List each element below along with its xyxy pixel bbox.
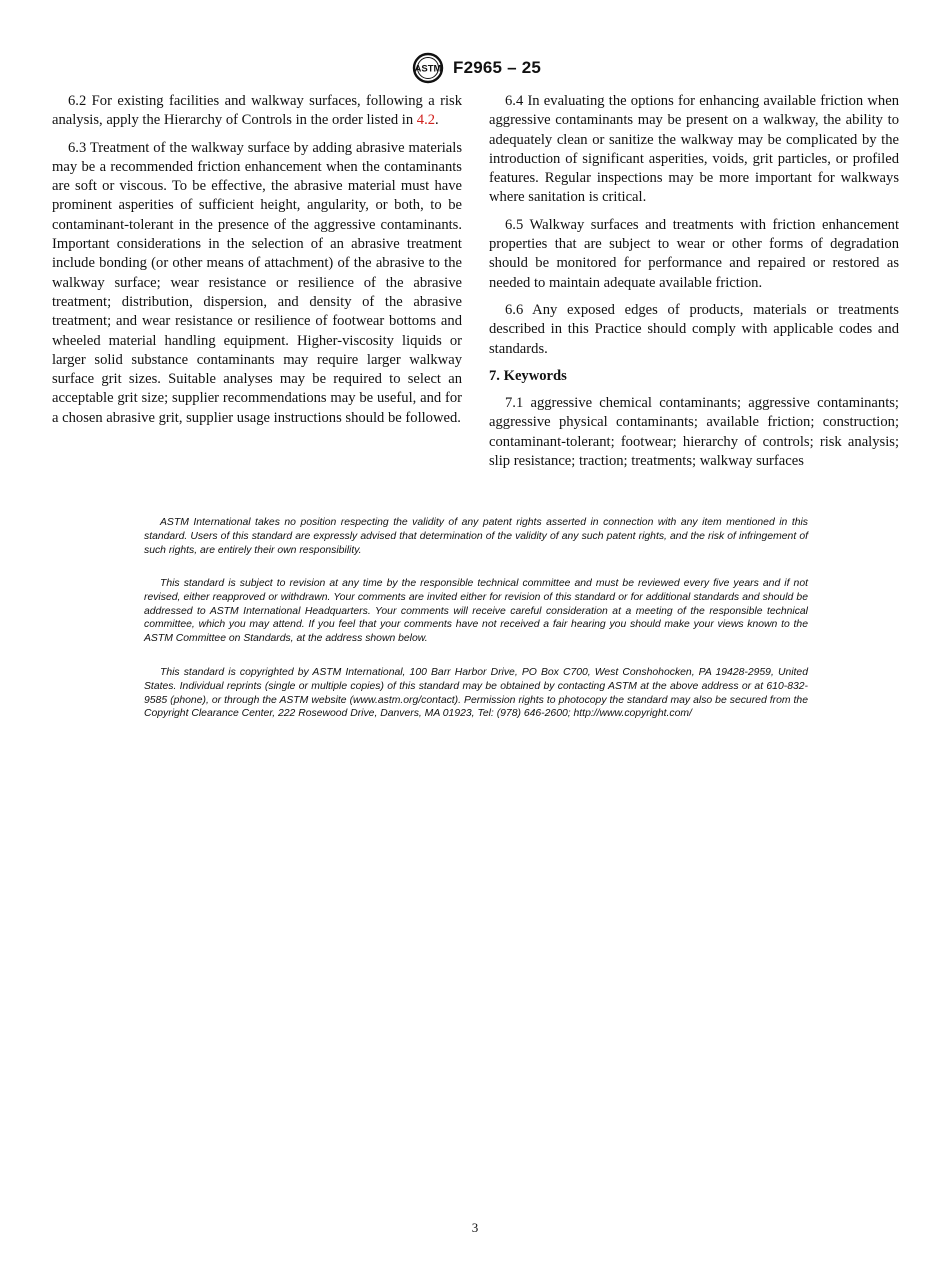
right-column: [489, 92, 899, 471]
copyright-notice-text: This standard is copyrighted by ASTM International, 100 Barr Harbor Drive, PO Box C700, West Conshohocken, PA 19428-2959, United States. Individual reprints (single or multiple copies) of this standard may be obtained by contacting ASTM at the above address or at 610-832-9585 (phone), or through the ASTM website (www.astm.org/contact). Permission rights to photocopy the standard may also be secured from the Copyright Clearance Center, 222 Rosewood Drive, Danvers, MA 01923, Tel: (978) 646-2600; http://www.copyright.com/: [144, 667, 808, 720]
section-4-2-link[interactable]: 4.2: [416, 112, 436, 129]
patent-notice-text: ASTM International takes no position respecting the validity of any patent rights asserted in connection with any item mentioned in this standard. Users of this standard are expressly advised that determination of the validity of any such patent rights, and the risk of infringement of such rights, are entirely their own responsibility.: [144, 517, 808, 556]
paragraph-7-1: 7.1 aggressive chemical contaminants; aggressive contaminants; aggressive physical contaminants; available friction; construction; contaminant-tolerant; footwear; hierarchy of controls; risk analysis; slip resistance; traction; treatments; walkway surfaces: [489, 395, 899, 470]
paragraph-6-4: 6.4 In evaluating the options for enhancing available friction when aggressive contaminants may be present on a walkway, the ability to adequately clean or sanitize the walkway may be complicated by the introduction of significant asperities, voids, grit particles, or profiled features. Regular inspections may be more important for walkways where sanitation is critical.: [489, 93, 899, 206]
section-heading-keywords: 7. Keywords: [489, 367, 567, 384]
paragraph-6-2-end: .: [435, 112, 439, 129]
revision-notice: [144, 577, 808, 646]
paragraph-6-6: 6.6 Any exposed edges of products, materials or treatments described in this Practice should comply with applicable codes and standards.: [489, 301, 899, 357]
left-column: [52, 92, 462, 428]
paragraph-6-3: 6.3 Treatment of the walkway surface by adding abrasive materials may be a recommended friction enhancement when the contaminants are soft or viscous. To be effective, the abrasive material must have prominent asperities of sufficient height, angularity, or both, to be contaminant-tolerant in the presence of the aggressive contaminants. Important considerations in the selection of an abrasive treatment include bonding (or other means of attachment) of the abrasive to the walkway surface; wear resistance or resilience of the abrasive treatment; distribution, dispersion, and density of the abrasive treatment; and wear resistance or resilience of footwear bottoms and wheeled material handling equipment. Higher-viscosity liquids or larger solid substance contaminants may require larger walkway surface grit sizes. Suitable analyses may be required to select an acceptable grit size; supplier recommendations may be useful, and for a chosen abrasive grit, supplier usage instructions should be followed.: [52, 139, 462, 426]
copyright-notice: [144, 666, 808, 721]
astm-logo-icon: [409, 52, 447, 84]
revision-notice-text: This standard is subject to revision at any time by the responsible technical committee and must be reviewed every five years and if not revised, either reapproved or withdrawn. Your comments are invited either for revision of this standard or for additional standards and should be addressed to ASTM International Headquarters. Your comments will receive careful consideration at a meeting of the responsible technical committee, which you may attend. If you feel that your comments have not received a fair hearing you should make your views known to the ASTM Committee on Standards, at the address shown below.: [144, 578, 808, 645]
logo-text: ASTM: [414, 63, 442, 75]
paragraph-6-2-text: 6.2 For existing facilities and walkway surfaces, following a risk analysis, apply the Hierarchy of Controls in the order listed in: [52, 93, 462, 129]
page-number: 3: [471, 1220, 479, 1235]
patent-notice: [144, 516, 808, 557]
page-header: [0, 52, 950, 84]
paragraph-6-2: [52, 92, 462, 131]
paragraph-6-5: 6.5 Walkway surfaces and treatments with friction enhancement properties that are subject to wear or other forms of degradation should be monitored for performance and repaired or restored as needed to maintain adequate available friction.: [489, 216, 899, 291]
standard-designation: F2965 – 25: [452, 58, 541, 77]
